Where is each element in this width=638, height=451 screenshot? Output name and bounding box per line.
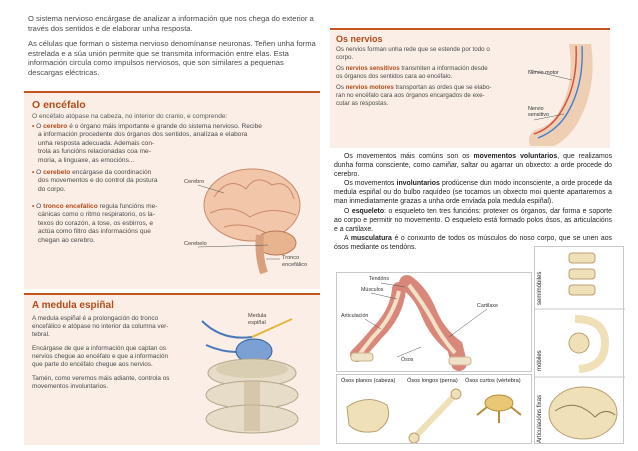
medula-p1-line-1: A medula espiñal é a prolongación do tronco [32,315,159,322]
nervios-paragraph-1 [336,46,516,62]
label-cerebelo: Cerebelo [184,241,207,247]
tronco-term: tronco encefálico [43,203,98,210]
cerebelo-line-3: do corpo. [38,185,66,193]
nervios-p3-line-1: transportan as ordes que se elabo- [395,84,492,91]
cerebro-line-4: trola as funcións relacionadas coa me- [38,148,151,156]
body-p2-term: involuntarios [396,180,440,188]
label-tronco-2: encefálico [282,262,308,268]
cerebelo-pre: O [36,169,42,176]
body-p1-pre: Os movementos máis comúns son os [344,153,470,160]
encefalo-subtitle: O encéfalo atópase na cabeza, no interior do cranio, e comprende: [32,113,228,120]
body-p2-pre: Os movementos [344,180,395,188]
cerebelo-term: cerebelo [43,169,71,176]
nervios-paragraph-3 [336,84,516,108]
label-nervio-sensitivo-1: Nervio [528,106,544,112]
body-p3-pre: O [344,207,350,215]
bone-types-figure [336,374,532,444]
medula-section [24,293,320,445]
label-semimobile-joints: semimóbiles [537,271,543,305]
nervios-p2-pre: Os [336,65,344,72]
cerebelo-bullet [32,169,182,194]
medula-p1-line-3: tebral. [32,331,50,339]
nervios-p2-line-2: os órganos dos sentidos cara ao encéfalo. [336,72,453,80]
arm-nerve-illustration [520,44,606,146]
body-p4-pre: A [344,234,349,242]
bullet-dot-icon: • [32,203,35,210]
nervios-section [330,28,610,148]
movements-text [334,152,612,252]
cerebro-line-2: a información procedente dos órganos dos sentidos, analízaa e elabora [38,131,248,139]
cerebro-line-1: é o órgano máis importante e grande do sistema nervioso. Recibe [69,123,262,130]
tronco-line-3: texos do corazón, a tose, os esbirros, e [38,219,154,227]
tronco-pre: O [36,203,42,210]
nervios-p3-line-2: ran no encéfalo cara aos órganos encargados de exe- [336,91,485,99]
bullet-dot-icon: • [32,123,35,130]
cerebro-term: cerebro [43,123,68,130]
nervios-p3-pre: Os [336,84,344,91]
nervios-p3-term: nervios motores [345,84,394,91]
medula-p3-line-1: Tamén, como veremos máis adiante, controla os [32,375,170,382]
label-fixed-joints: Articulacións fixas [537,394,543,443]
medula-p1-line-2: encefálico e atópase no interior da columna ver- [32,323,169,331]
tronco-bullet [32,203,182,245]
body-p4-post: é o conxunto de todos os músculos do noso corpo, que se unen aos ósos mediante os tendóns. [334,234,612,251]
encefalo-section [24,91,320,289]
body-p1-term: movementos voluntarios [473,153,558,160]
caption-flat-bones: Ósos planos (cabeza) [341,378,396,384]
tronco-line-2: cánicas como o ritmo respiratorio, os la- [38,211,155,219]
bullet-dot-icon: • [32,169,35,176]
bone-types-illustration [337,387,533,443]
intro-paragraph-1: O sistema nervioso encárgase de analizar a información que nos chega do exterior a través dos sentidos e de elaborar unha resposta. [28,14,314,33]
cerebro-line-5: moria, a linguaxe, as emocións... [38,156,135,164]
medula-paragraph-1 [32,315,182,340]
nervios-p2-term: nervios sensitivos [345,65,400,72]
label-nervio-motor: Nervio motor [528,70,559,76]
nervios-title: Os nervios [336,34,383,44]
intro-text [28,14,316,84]
label-mobile-joints: móbiles [537,350,543,371]
label-tendons: Tendóns [369,276,390,282]
nervios-p1-line-1: Os nervios forman unha rede que se estende por todo o [336,46,490,53]
nervios-p3-line-3: cutar as respostas. [336,99,389,107]
cerebro-line-3: unha resposta adecuada. Ademais con- [38,139,155,147]
joints-figure [534,246,624,444]
label-cerebro: Cerebro [184,179,205,185]
body-p3-post: : o esqueleto ten tres funcións: protexer os órganos, dar forma e soporte ao corpo e permitir no movemento. O esqueleto está formado polos ósos, as articulacións e a cartilaxe. [334,207,612,233]
nervios-p1-line-2: corpo. [336,53,354,61]
tronco-line-4: actúa como filtro das informacións que [38,228,151,236]
label-medula-2: espiñal [248,320,266,326]
cerebelo-line-1: encárgase da coordinación [72,169,152,176]
label-cartilage: Cartilaxe [477,303,498,309]
intro-paragraph-2: As células que forman o sistema nervioso denomínanse neuronas. Teñen unha forma estrelada e a súa unión permite que se transmita información entre elas. Esta información circula como impulsos nerviosos, que son similares a pequenas descargas eléctricas. [28,39,316,77]
medula-p2-line-2: nervios chegue ao encéfalo e que a información [32,353,169,361]
medula-title: A medula espiñal [32,300,114,311]
body-p3-term: esqueleto [351,207,385,215]
medula-paragraph-2 [32,345,182,370]
label-tronco-1: Tronco [282,255,300,261]
nervios-p2-line-1: transmiten a información desde [401,65,488,72]
body-paragraph-1 [334,152,612,179]
label-joint: Articulación [341,313,369,319]
label-nervio-sensitivo-2: sensitivo [528,112,549,118]
label-bones: Ósos [401,357,414,363]
body-p1-post: , que realizamos dunha forma consciente, como camiñar, saltar ou agarrar un obxecto: a orde procede do cerebro. [334,153,613,179]
body-p2-post: prodúcense dun modo inconsciente, a orde procede da medula espiñal ou do bulbo raquídeo (se tocamos un obxecto moi quente apartaremos a man inmediatamente grazas a unha orde enviada pola medula espiñal). [334,180,613,206]
label-muscles: Músculos [361,287,384,293]
tronco-line-5: chegan ao cerebro. [38,236,95,244]
label-medula-1: Medula [248,313,267,319]
body-p4-term: musculatura [350,234,392,242]
body-paragraph-3 [334,207,612,234]
cerebelo-line-2: dos movementos e do control da postura [38,177,158,185]
medula-paragraph-3 [32,375,182,391]
medula-p2-line-1: Encárgase de que a información que captan os [32,345,166,352]
tronco-line-1: regula funcións me- [99,203,158,210]
body-paragraph-2 [334,179,612,206]
joints-illustration [535,247,625,445]
skeleton-muscle-figure [336,272,532,372]
medula-p2-line-3: que parte do encéfalo chegue aos nervios. [32,361,153,369]
cerebro-pre: O [36,123,42,130]
medula-p3-line-2: movementos involuntarios. [32,383,109,391]
encefalo-title: O encéfalo [32,99,86,111]
nervios-paragraph-2 [336,65,516,81]
caption-long-bones: Ósos longos (perna) [407,378,458,384]
caption-short-bones: Ósos curtos (vértebra) [465,378,521,384]
